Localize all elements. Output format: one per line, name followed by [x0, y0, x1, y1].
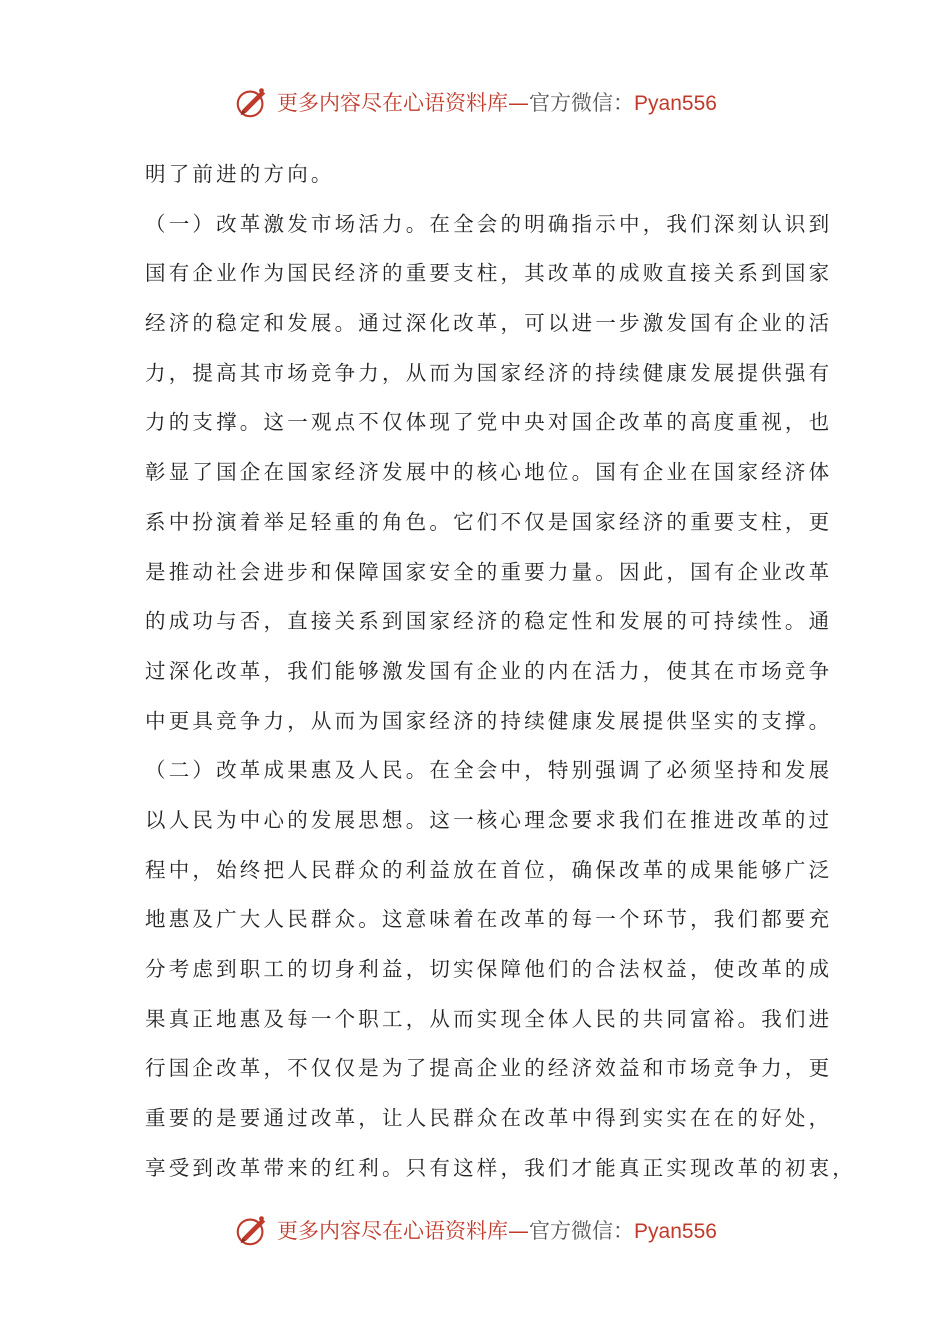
- body-line: 以人民为中心的发展思想。这一核心理念要求我们在推进改革的过: [145, 807, 833, 832]
- body-line: （一）改革激发市场活力。在全会的明确指示中，我们深刻认识到: [145, 211, 833, 236]
- body-line: 果真正地惠及每一个职工，从而实现全体人民的共同富裕。我们进: [145, 1006, 833, 1031]
- body-line: 力的支撑。这一观点不仅体现了党中央对国企改革的高度重视，也: [145, 410, 833, 435]
- body-line: （二）改革成果惠及人民。在全会中，特别强调了必须坚持和发展: [145, 758, 833, 783]
- body-line: 彰显了国企在国家经济发展中的核心地位。国有企业在国家经济体: [145, 460, 833, 485]
- banner-main-text: 更多内容尽在心语资料库: [277, 1219, 509, 1243]
- banner-text: [277, 1215, 717, 1245]
- body-line: 系中扮演着举足轻重的角色。它们不仅是国家经济的重要支柱，更: [145, 509, 833, 534]
- banner-wechat-id: Pyan556: [634, 92, 717, 115]
- body-line: 地惠及广大人民群众。这意味着在改革的每一个环节，我们都要充: [145, 907, 833, 932]
- banner-text: [277, 87, 717, 117]
- body-line: 程中，始终把人民群众的利益放在首位，确保改革的成果能够广泛: [145, 857, 833, 882]
- body-line: 国有企业作为国民经济的重要支柱，其改革的成败直接关系到国家: [145, 261, 833, 286]
- body-line: 行国企改革，不仅仅是为了提高企业的经济效益和市场竞争力，更: [145, 1056, 833, 1081]
- body-line: 享受到改革带来的红利。只有这样，我们才能真正实现改革的初衷，: [145, 1155, 856, 1180]
- banner-label: 官方微信：: [529, 91, 635, 115]
- banner-dash: —: [508, 91, 530, 115]
- body-line: 重要的是要通过改革，让人民群众在改革中得到实实在在的好处，: [145, 1106, 833, 1131]
- footer-banner: [0, 1210, 950, 1250]
- body-line: 明了前进的方向。: [145, 162, 335, 186]
- body-line: 力，提高其市场竞争力，从而为国家经济的持续健康发展提供强有: [145, 360, 833, 385]
- banner-label: 官方微信：: [529, 1219, 635, 1243]
- body-line: 中更具竞争力，从而为国家经济的持续健康发展提供坚实的支撑。: [145, 708, 833, 733]
- banner-wechat-id: Pyan556: [634, 1220, 717, 1243]
- document-body: [145, 150, 856, 1193]
- body-line: 分考虑到职工的切身利益，切实保障他们的合法权益，使改革的成: [145, 957, 833, 981]
- body-line: 过深化改革，我们能够激发国有企业的内在活力，使其在市场竞争: [145, 658, 833, 683]
- pen-logo-icon: [233, 83, 271, 121]
- header-banner: [0, 82, 950, 122]
- banner-dash: —: [508, 1219, 530, 1243]
- body-line: 经济的稳定和发展。通过深化改革，可以进一步激发国有企业的活: [145, 311, 833, 336]
- body-line: 的成功与否，直接关系到国家经济的稳定性和发展的可持续性。通: [145, 609, 833, 634]
- banner-main-text: 更多内容尽在心语资料库: [277, 91, 509, 115]
- pen-logo-icon: [233, 1211, 271, 1249]
- body-line: 是推动社会进步和保障国家安全的重要力量。因此，国有企业改革: [145, 559, 833, 584]
